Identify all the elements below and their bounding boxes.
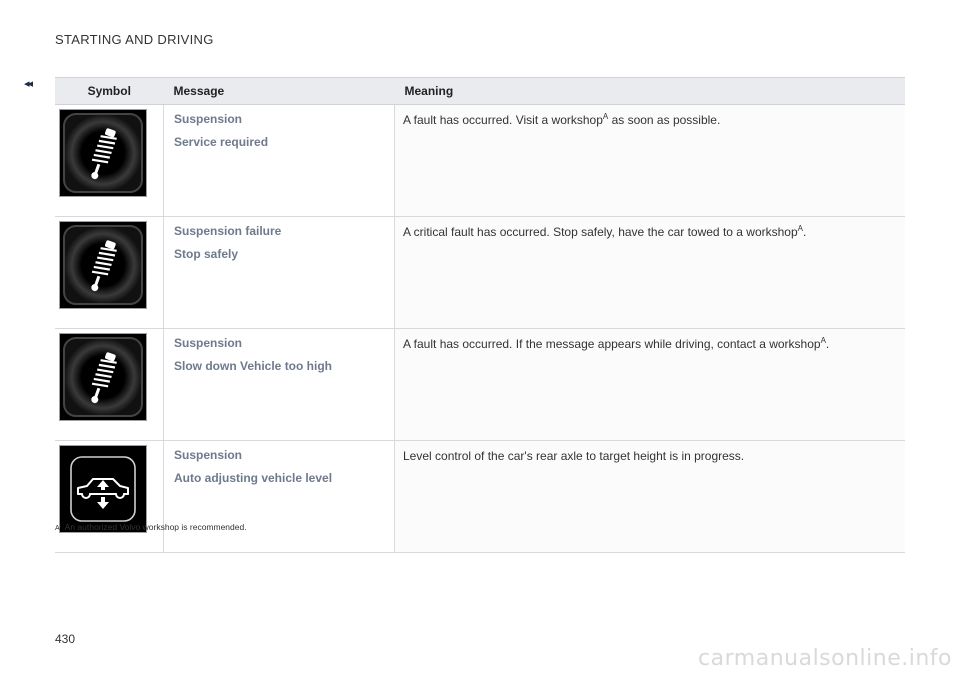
meaning-cell — [395, 105, 906, 217]
message-cell — [164, 217, 395, 329]
meaning-text-end: . — [803, 225, 807, 239]
meaning-cell — [395, 329, 906, 441]
meaning-text: A fault has occurred. Visit a workshop — [403, 113, 603, 127]
column-header-message: Message — [164, 78, 395, 105]
message-cell — [164, 329, 395, 441]
suspension-shock-icon — [59, 109, 147, 197]
message-title: Suspension failure — [174, 224, 282, 238]
footnote-ref: A — [602, 112, 609, 121]
message-subtitle: Stop safely — [174, 247, 239, 261]
message-subtitle: Slow down Vehicle too high — [174, 359, 333, 373]
table-header-row — [55, 78, 905, 105]
column-header-symbol: Symbol — [55, 78, 164, 105]
meaning-cell — [395, 441, 906, 553]
suspension-shock-icon — [59, 333, 147, 421]
meaning-text-end: as soon as possible. — [608, 113, 721, 127]
message-subtitle: Auto adjusting vehicle level — [174, 471, 333, 485]
suspension-shock-icon — [59, 221, 147, 309]
footnote-ref: A — [820, 336, 826, 345]
symbol-cell — [55, 217, 164, 329]
message-subtitle: Service required — [174, 135, 269, 149]
footnote-text: An authorized Volvo workshop is recommended. — [64, 522, 247, 532]
table-row — [55, 217, 905, 329]
meaning-text: Level control of the car's rear axle to target height is in progress. — [403, 449, 745, 463]
page-number: 430 — [55, 632, 76, 646]
column-header-meaning: Meaning — [395, 78, 906, 105]
back-icon[interactable]: ◂◂ — [24, 78, 32, 90]
message-title: Suspension — [174, 336, 243, 350]
symbol-cell — [55, 105, 164, 217]
meaning-text-end: . — [825, 337, 830, 351]
meaning-cell — [395, 217, 906, 329]
footnote — [55, 522, 247, 532]
message-cell — [164, 105, 395, 217]
message-cell — [164, 441, 395, 553]
message-title: Suspension — [174, 112, 243, 126]
table-row — [55, 105, 905, 217]
footnote-ref: A — [797, 224, 803, 233]
watermark: carmanualsonline.info — [698, 646, 952, 671]
meaning-text: A critical fault has occurred. Stop safely, have the car towed to a workshop — [403, 225, 798, 239]
section-title: STARTING AND DRIVING — [55, 32, 214, 47]
symbol-cell — [55, 441, 164, 553]
message-title: Suspension — [174, 448, 243, 462]
footnote-mark: A — [55, 525, 60, 532]
table-row — [55, 441, 905, 553]
vehicle-level-adjust-icon — [59, 445, 147, 533]
warning-message-table — [55, 77, 905, 553]
table-row — [55, 329, 905, 441]
symbol-cell — [55, 329, 164, 441]
meaning-text: A fault has occurred. If the message appears while driving, contact a workshop — [403, 337, 821, 351]
